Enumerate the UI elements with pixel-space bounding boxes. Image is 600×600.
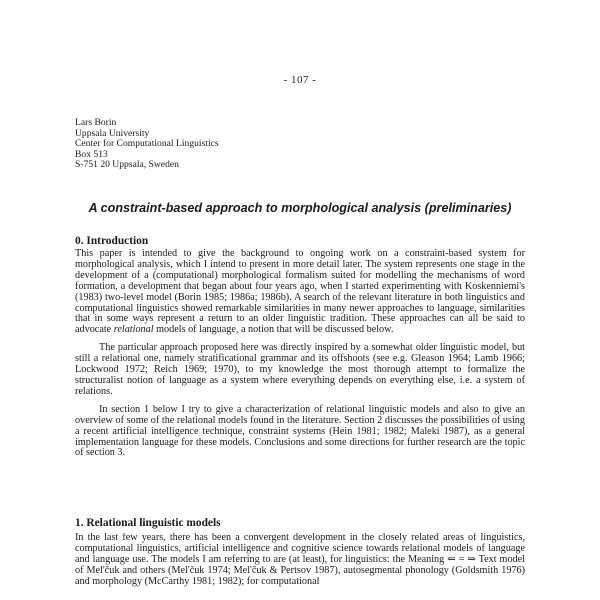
paragraph-text: models of language, a notion that will be discussed below. — [153, 324, 394, 336]
section-body-introduction — [75, 249, 525, 459]
section-body-relational-models — [75, 533, 525, 600]
author-department: Center for Computational Linguistics — [75, 138, 219, 150]
emphasis-text: relational — [113, 324, 154, 336]
paragraph: In the last few years, there has been a convergent development in the closely related areas of linguistics, computational linguistics, artificial intelligence and cognitive science towards relational models of language and language use. The models I am referring to are (at least), for linguistics: the Meaning ⇐ = ⇒ Text model of Mel'čuk and others (Mel'čuk 1974; Mel'čuk & Pertsov 1987), autosegmental phonology (Goldsmith 1976) and morphology (McCarthy 1981; 1982); for computational — [75, 533, 525, 587]
page-number: - 107 - — [283, 74, 317, 86]
paragraph — [75, 249, 525, 336]
author-name: Lars Borin — [75, 117, 117, 128]
author-address-block — [75, 118, 219, 171]
paragraph: The particular approach proposed here was directly inspired by a somewhat older linguistic model, but still a relational one, namely stratificational grammar and its offshoots (see e.g. Gleason 1964; Lamb 1966; Lockwood 1972; Reich 1969; 1970), to my knowledge the most thorough attempt to formalize the structuralist notion of language as a system where everything depends on everything else, i.e. a system of relations. — [75, 342, 525, 397]
section-heading-introduction: 0. Introduction — [75, 235, 149, 247]
author-affiliation: Uppsala University — [75, 127, 150, 139]
paragraph: In section 1 below I try to give a characterization of relational linguistic models and also to give an overview of some of the relational models found in the literature. Section 2 discusses the possibilities of using a recent artificial intelligence technique, constraint systems (Hein 1981; 1982; Maleki 1987), as a general implementation language for these models. Conclusions and some directions for further research are the topic of section 3. — [75, 403, 525, 459]
author-city: S-751 20 Uppsala, Sweden — [75, 159, 179, 171]
paragraph-text: This paper is intended to give the background to ongoing work on a constraint-based system for morphological analysis, which I intend to present in more detail later. The system represents one stage in the development of a (computational) morphological formalism suited for modelling the mechanisms of word formation, a development that began about four years ago, when I started experimenting with Koskenniemi's (1983) two-level model (Borin 1985; 1986a; 1986b). A search of the relevant literature in both linguistics and computational linguistics showed remarkable similarities in many newer approaches to language, similarities that in some ways represent a return to an older linguistic tradition. These approaches can all be said to advocate — [75, 248, 525, 336]
author-box: Box 513 — [75, 148, 108, 160]
section-heading-relational-models: 1. Relational linguistic models — [75, 517, 221, 529]
paper-title: A constraint-based approach to morphological analysis (preliminaries) — [88, 201, 512, 215]
